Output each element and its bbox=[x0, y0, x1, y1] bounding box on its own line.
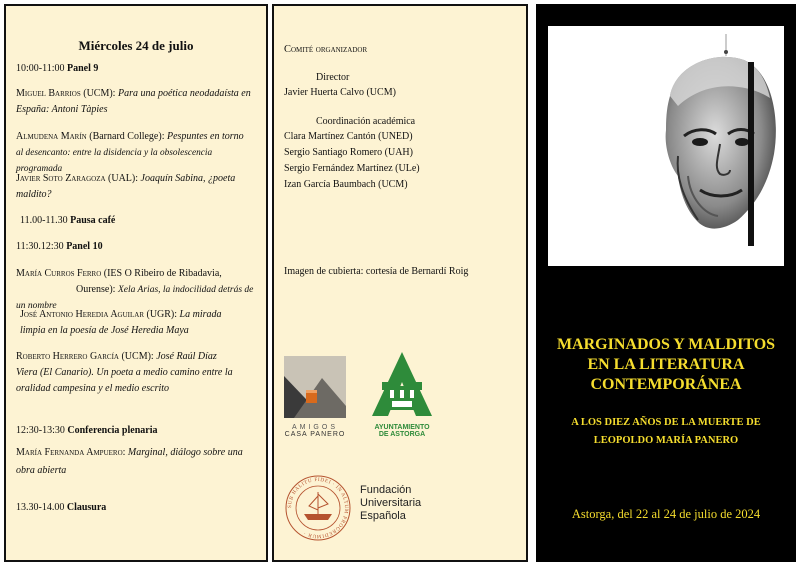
talk-title: Para una poética neodadaísta en bbox=[117, 88, 251, 99]
speaker: Javier Soto Zaragoza bbox=[16, 173, 106, 184]
ayuntamiento-astorga-logo bbox=[362, 352, 442, 438]
casa-panero-icon bbox=[284, 356, 346, 418]
speaker: José Antonio Heredia Aguilar bbox=[20, 309, 144, 320]
cover-portrait bbox=[548, 26, 784, 266]
cover-title-line-2: EN LA LITERATURA bbox=[587, 356, 745, 373]
slot-label: Clausura bbox=[66, 502, 107, 513]
logo-text-casa-panero: CASA PANERO bbox=[284, 431, 346, 438]
affiliation: (Barnard College): bbox=[89, 131, 167, 142]
speaker: Roberto Herrero García bbox=[16, 351, 119, 362]
talk-title: La mirada bbox=[179, 309, 222, 320]
slot-time: 12:30-13:30 bbox=[16, 425, 65, 436]
slot-panel-9 bbox=[16, 61, 260, 77]
cover-subtitle-line-2: LEOPOLDO MARÍA PANERO bbox=[593, 435, 739, 446]
coordination-heading: Coordinación académica bbox=[316, 116, 416, 127]
talk-title: Pespuntes en torno bbox=[166, 131, 244, 142]
slot-panel-10 bbox=[16, 239, 260, 255]
cover-title-line-3: CONTEMPORÁNEA bbox=[590, 376, 742, 393]
affiliation: (UCM): bbox=[83, 88, 118, 99]
speaker: Almudena Marín bbox=[16, 131, 87, 142]
coordinator: Sergio Santiago Romero (UAH) bbox=[284, 147, 413, 158]
talk-title-cont: limpia en la poesía de José Heredia Maya bbox=[20, 325, 189, 336]
talk-item bbox=[20, 307, 264, 339]
coordinator: Izan García Baumbach (UCM) bbox=[284, 179, 408, 190]
cover-subtitle-line-1: A LOS DIEZ AÑOS DE LA MUERTE DE bbox=[571, 417, 761, 428]
amigos-casa-panero-logo bbox=[284, 356, 346, 436]
slot-break bbox=[20, 213, 264, 229]
slot-plenary bbox=[16, 423, 260, 439]
slot-label: Pausa café bbox=[70, 215, 116, 226]
talk-item bbox=[16, 444, 260, 480]
talk-title: Marginal, diálogo sobre una bbox=[127, 447, 243, 458]
talk-item bbox=[16, 349, 260, 397]
speaker: María Curros Ferro bbox=[16, 268, 102, 279]
affiliation: (IES O Ribeiro de Ribadavia, bbox=[103, 268, 222, 279]
cover-dates: Astorga, del 22 al 24 de julio de 2024 bbox=[571, 507, 761, 521]
slot-closing bbox=[16, 500, 260, 516]
slot-time: 11:30.12:30 bbox=[16, 241, 64, 252]
portrait-sketch-icon bbox=[548, 26, 784, 266]
talk-title-cont: Viera (El Canario). Un poeta a medio camino entre la bbox=[16, 367, 233, 378]
fue-logo bbox=[360, 484, 480, 523]
talk-title-cont: obra abierta bbox=[16, 465, 67, 476]
slot-label: Panel 10 bbox=[66, 241, 103, 252]
talk-title-cont: España: Antoni Tàpies bbox=[16, 104, 108, 115]
director-heading: Director bbox=[316, 72, 350, 83]
fue-line-1: Fundación bbox=[360, 484, 412, 496]
coordinator: Clara Martínez Cantón (UNED) bbox=[284, 131, 413, 142]
talk-title: Joaquín Sabina, ¿poeta bbox=[140, 173, 236, 184]
slot-time: 10:00-11:00 bbox=[16, 63, 65, 74]
cover-panel bbox=[536, 4, 796, 562]
logo-text-astorga: DE ASTORGA bbox=[378, 431, 426, 438]
astorga-a-icon bbox=[362, 352, 442, 416]
coordinator: Sergio Fernández Martínez (ULe) bbox=[284, 163, 420, 174]
affiliation-cont: Ourense): bbox=[76, 284, 118, 295]
director-name: Javier Huerta Calvo (UCM) bbox=[284, 87, 396, 98]
logo-text-amigos: AMIGOS bbox=[291, 424, 338, 431]
day-title: Miércoles 24 de julio bbox=[78, 38, 194, 53]
talk-item bbox=[16, 129, 260, 177]
seal-text: SUB HALITU FIDEI · IN ALTUM PROGREDIMUR · bbox=[286, 476, 350, 540]
talk-item bbox=[16, 171, 260, 203]
speaker: María Fernanda Ampuero bbox=[16, 447, 123, 458]
talk-item bbox=[16, 86, 260, 118]
program-panel bbox=[4, 4, 268, 562]
committee-panel bbox=[272, 4, 528, 562]
ship-seal-icon bbox=[284, 474, 352, 542]
fue-line-2: Universitaria bbox=[360, 497, 422, 509]
talk-title: José Raúl Díaz bbox=[156, 351, 217, 362]
affiliation: : bbox=[122, 447, 128, 458]
affiliation: (UAL): bbox=[108, 173, 141, 184]
committee-heading: Comité organizador bbox=[284, 44, 368, 55]
cover-credit: Imagen de cubierta: cortesía de Bernardí Roig bbox=[284, 266, 469, 277]
cover-title-line-1: MARGINADOS Y MALDITOS bbox=[556, 336, 776, 353]
talk-title-cont: maldito? bbox=[16, 189, 52, 200]
logo-text-ayuntamiento: AYUNTAMIENTO bbox=[374, 424, 430, 431]
affiliation: (UGR): bbox=[146, 309, 180, 320]
affiliation: (UCM): bbox=[121, 351, 157, 362]
fue-line-3: Española bbox=[360, 510, 406, 522]
slot-label: Conferencia plenaria bbox=[67, 425, 158, 436]
talk-title: Xela Arias, la indocilidad detrás de un nombre bbox=[16, 285, 254, 311]
speaker: Miguel Barrios bbox=[16, 88, 81, 99]
slot-label: Panel 9 bbox=[67, 63, 99, 74]
slot-time: 13.30-14.00 bbox=[16, 502, 65, 513]
slot-time: 11.00-11.30 bbox=[20, 215, 68, 226]
talk-title-cont: al desencanto: entre la disidencia y la obsolescencia programada bbox=[16, 148, 213, 174]
fue-seal bbox=[284, 474, 352, 542]
talk-title-cont: oralidad campesina y el medio escrito bbox=[16, 383, 170, 394]
